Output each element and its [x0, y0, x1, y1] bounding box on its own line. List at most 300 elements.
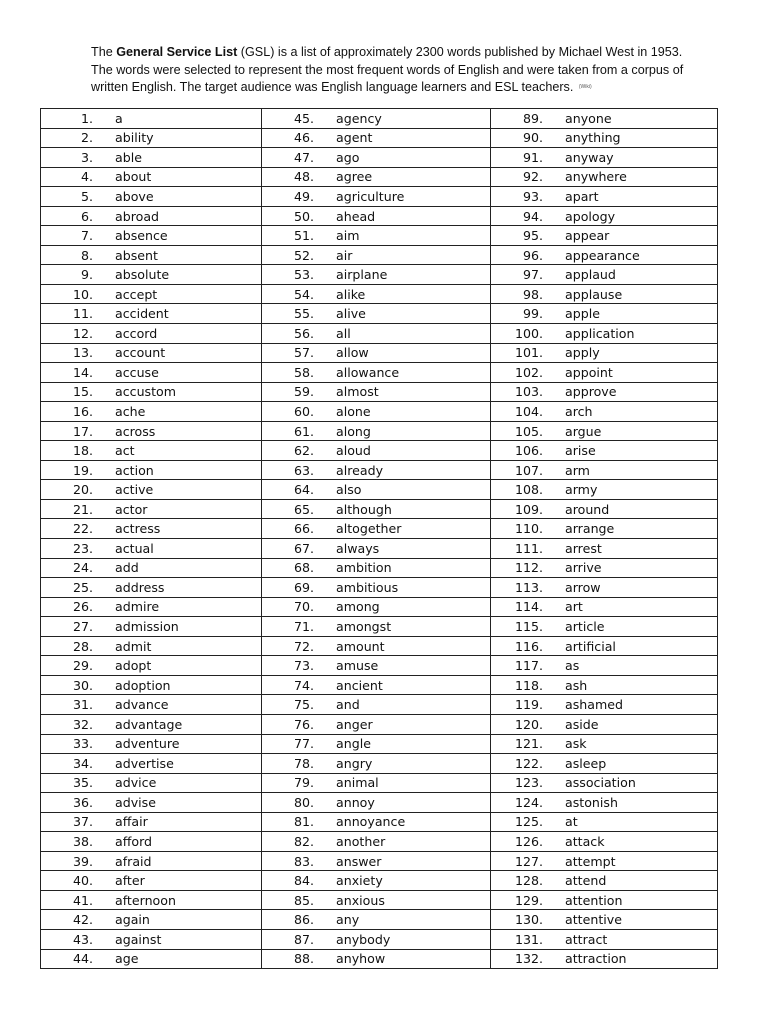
- word-number: 58.: [293, 364, 314, 380]
- word-entry: [262, 598, 490, 617]
- word-cell: [491, 245, 718, 265]
- word-entry: [262, 265, 490, 284]
- word-cell: [262, 284, 491, 304]
- word-text: apple: [565, 306, 600, 322]
- word-entry: [41, 207, 261, 226]
- word-number: 36.: [72, 794, 93, 810]
- word-entry: [262, 891, 490, 910]
- word-cell: [491, 929, 718, 949]
- word-text: apology: [565, 208, 616, 224]
- word-text: anybody: [336, 931, 391, 947]
- word-number: 60.: [293, 403, 314, 419]
- word-text: attend: [565, 873, 607, 889]
- word-number: 63.: [293, 462, 314, 478]
- word-cell: [41, 324, 262, 344]
- word-entry: [491, 207, 717, 226]
- table-row: [41, 265, 718, 285]
- word-number: 52.: [293, 247, 314, 263]
- word-number: 48.: [293, 169, 314, 185]
- word-number: 30.: [72, 677, 93, 693]
- table-row: [41, 578, 718, 598]
- word-cell: [491, 578, 718, 598]
- word-entry: [41, 480, 261, 499]
- word-number: 17.: [72, 423, 93, 439]
- word-text: alone: [336, 403, 371, 419]
- word-entry: [262, 871, 490, 890]
- word-number: 38.: [72, 834, 93, 849]
- word-cell: [491, 187, 718, 207]
- word-number: 35.: [72, 775, 93, 791]
- word-number: 42.: [72, 912, 93, 928]
- word-text: advise: [115, 794, 156, 810]
- word-cell: [262, 226, 491, 246]
- word-text: answer: [336, 853, 382, 869]
- word-number: 88.: [293, 951, 314, 967]
- word-entry: [41, 285, 261, 304]
- word-entry: [41, 930, 261, 949]
- table-row: [41, 656, 718, 676]
- word-cell: [41, 304, 262, 324]
- word-cell: [491, 343, 718, 363]
- word-text: altogether: [336, 521, 402, 537]
- word-number: 70.: [293, 599, 314, 615]
- word-text: almost: [336, 384, 379, 400]
- word-number: 57.: [293, 345, 314, 361]
- word-number: 5.: [80, 188, 93, 204]
- word-number: 81.: [293, 814, 314, 830]
- word-cell: [41, 597, 262, 617]
- word-text: attention: [565, 892, 623, 908]
- table-row: [41, 851, 718, 871]
- word-number: 115.: [514, 618, 543, 634]
- word-text: action: [115, 462, 154, 478]
- word-entry: [491, 519, 717, 538]
- word-text: amongst: [336, 618, 392, 634]
- word-cell: [491, 675, 718, 695]
- word-text: appear: [565, 228, 610, 244]
- word-entry: [491, 109, 717, 128]
- word-text: application: [565, 325, 635, 341]
- word-number: 55.: [293, 306, 314, 322]
- word-number: 33.: [72, 736, 93, 752]
- word-text: anyone: [565, 110, 612, 126]
- word-entry: [262, 304, 490, 323]
- word-cell: [41, 578, 262, 598]
- word-entry: [41, 265, 261, 284]
- word-number: 26.: [72, 599, 93, 615]
- word-entry: [41, 246, 261, 265]
- word-cell: [491, 324, 718, 344]
- word-text: angle: [336, 736, 371, 752]
- word-cell: [262, 128, 491, 148]
- word-cell: [262, 793, 491, 813]
- word-text: above: [115, 188, 154, 204]
- word-text: anxious: [336, 892, 385, 908]
- word-cell: [491, 128, 718, 148]
- word-entry: [41, 148, 261, 167]
- word-entry: [262, 363, 490, 382]
- table-row: [41, 910, 718, 930]
- word-text: airplane: [336, 267, 388, 283]
- word-entry: [491, 383, 717, 402]
- table-row: [41, 187, 718, 207]
- table-row: [41, 714, 718, 734]
- word-cell: [41, 851, 262, 871]
- word-entry: [491, 402, 717, 421]
- word-cell: [41, 343, 262, 363]
- word-number: 78.: [293, 755, 314, 771]
- word-cell: [41, 636, 262, 656]
- word-number: 74.: [293, 677, 314, 693]
- word-text: able: [115, 149, 142, 165]
- word-number: 132.: [514, 951, 543, 967]
- word-cell: [491, 597, 718, 617]
- word-cell: [41, 421, 262, 441]
- word-text: actual: [115, 540, 154, 556]
- word-number: 107.: [514, 462, 543, 478]
- word-number: 131.: [514, 931, 543, 947]
- word-entry: [491, 441, 717, 460]
- word-cell: [491, 636, 718, 656]
- word-entry: [262, 461, 490, 480]
- word-text: abroad: [115, 208, 160, 224]
- word-number: 87.: [293, 931, 314, 947]
- word-number: 22.: [72, 521, 93, 537]
- word-number: 92.: [522, 169, 543, 185]
- word-entry: [491, 735, 717, 754]
- word-text: approve: [565, 384, 617, 400]
- word-text: amuse: [336, 658, 379, 674]
- word-cell: [491, 851, 718, 871]
- table-row: [41, 109, 718, 129]
- word-number: 62.: [293, 443, 314, 459]
- word-cell: [262, 695, 491, 715]
- word-entry: [41, 891, 261, 910]
- word-text: ability: [115, 130, 154, 146]
- word-cell: [41, 460, 262, 480]
- word-cell: [491, 148, 718, 168]
- word-number: 96.: [522, 247, 543, 263]
- word-number: 15.: [72, 384, 93, 400]
- word-entry: [41, 774, 261, 793]
- word-text: attack: [565, 834, 605, 849]
- word-entry: [262, 539, 490, 558]
- word-entry: [262, 754, 490, 773]
- word-entry: [491, 344, 717, 363]
- word-entry: [262, 324, 490, 343]
- word-number: 20.: [72, 482, 93, 498]
- word-text: anyway: [565, 149, 614, 165]
- word-cell: [262, 187, 491, 207]
- word-text: although: [336, 501, 392, 517]
- table-row: [41, 793, 718, 813]
- word-text: admire: [115, 599, 160, 615]
- word-entry: [41, 402, 261, 421]
- table-row: [41, 519, 718, 539]
- word-cell: [491, 363, 718, 383]
- word-text: absent: [115, 247, 158, 263]
- word-number: 126.: [514, 834, 543, 849]
- word-text: active: [115, 482, 154, 498]
- word-entry: [262, 656, 490, 675]
- word-number: 99.: [522, 306, 543, 322]
- word-cell: [41, 539, 262, 559]
- word-entry: [262, 676, 490, 695]
- word-cell: [491, 284, 718, 304]
- word-cell: [41, 109, 262, 129]
- word-cell: [491, 714, 718, 734]
- word-entry: [262, 715, 490, 734]
- word-entry: [491, 539, 717, 558]
- word-cell: [262, 734, 491, 754]
- word-cell: [262, 441, 491, 461]
- word-entry: [262, 109, 490, 128]
- word-text: anger: [336, 716, 373, 732]
- intro-post: (GSL) is a list of approximately 2300 words published by Michael West in 1953. The words were selected to represent the most frequent words of English and were taken from a corpus of written English. The target audience was English language learners and ESL teachers.: [91, 45, 684, 95]
- word-text: ashamed: [565, 697, 623, 713]
- word-cell: [262, 812, 491, 832]
- word-entry: [41, 422, 261, 441]
- word-cell: [262, 890, 491, 910]
- word-number: 2.: [80, 130, 93, 146]
- word-cell: [262, 832, 491, 852]
- word-entry: [491, 617, 717, 636]
- word-entry: [41, 656, 261, 675]
- word-entry: [491, 813, 717, 832]
- word-text: accuse: [115, 364, 159, 380]
- word-number: 1.: [80, 110, 93, 126]
- table-row: [41, 382, 718, 402]
- word-cell: [491, 656, 718, 676]
- word-entry: [491, 754, 717, 773]
- word-cell: [262, 617, 491, 637]
- word-cell: [41, 617, 262, 637]
- word-entry: [41, 129, 261, 148]
- word-entry: [262, 480, 490, 499]
- word-entry: [41, 441, 261, 460]
- word-entry: [41, 539, 261, 558]
- word-entry: [262, 285, 490, 304]
- table-row: [41, 421, 718, 441]
- word-number: 106.: [514, 443, 543, 459]
- word-number: 13.: [72, 345, 93, 361]
- table-row: [41, 460, 718, 480]
- word-number: 123.: [514, 775, 543, 791]
- word-cell: [262, 382, 491, 402]
- word-cell: [491, 695, 718, 715]
- word-text: attempt: [565, 853, 616, 869]
- word-entry: [262, 226, 490, 245]
- word-cell: [491, 226, 718, 246]
- word-number: 53.: [293, 267, 314, 283]
- word-cell: [41, 167, 262, 187]
- word-entry: [491, 695, 717, 714]
- word-cell: [41, 929, 262, 949]
- word-number: 73.: [293, 658, 314, 674]
- word-text: as: [565, 658, 580, 674]
- word-number: 40.: [72, 873, 93, 889]
- word-cell: [41, 558, 262, 578]
- word-text: artificial: [565, 638, 616, 654]
- word-text: all: [336, 325, 351, 341]
- word-text: ago: [336, 149, 360, 165]
- table-row: [41, 832, 718, 852]
- table-row: [41, 754, 718, 774]
- word-number: 31.: [72, 697, 93, 713]
- word-number: 7.: [80, 228, 93, 244]
- table-row: [41, 148, 718, 168]
- word-number: 10.: [72, 286, 93, 302]
- word-cell: [41, 206, 262, 226]
- word-cell: [262, 656, 491, 676]
- word-entry: [41, 910, 261, 929]
- word-number: 121.: [514, 736, 543, 752]
- word-cell: [41, 910, 262, 930]
- word-cell: [262, 929, 491, 949]
- word-number: 95.: [522, 228, 543, 244]
- word-text: advice: [115, 775, 157, 791]
- table-row: [41, 284, 718, 304]
- word-text: alike: [336, 286, 366, 302]
- word-text: at: [565, 814, 578, 830]
- word-text: ash: [565, 677, 588, 693]
- word-number: 128.: [514, 873, 543, 889]
- word-number: 111.: [514, 540, 543, 556]
- word-text: asleep: [565, 755, 607, 771]
- word-cell: [491, 910, 718, 930]
- word-entry: [41, 187, 261, 206]
- table-row: [41, 206, 718, 226]
- word-cell: [262, 206, 491, 226]
- word-entry: [262, 813, 490, 832]
- table-row: [41, 363, 718, 383]
- word-entry: [41, 383, 261, 402]
- table-row: [41, 675, 718, 695]
- word-text: accident: [115, 306, 169, 322]
- word-text: arrive: [565, 560, 602, 576]
- word-number: 56.: [293, 325, 314, 341]
- word-number: 46.: [293, 130, 314, 146]
- word-text: about: [115, 169, 152, 185]
- word-text: anxiety: [336, 873, 383, 889]
- word-cell: [491, 167, 718, 187]
- table-row: [41, 539, 718, 559]
- word-number: 44.: [72, 951, 93, 967]
- word-entry: [262, 500, 490, 519]
- word-number: 105.: [514, 423, 543, 439]
- word-cell: [491, 558, 718, 578]
- word-text: along: [336, 423, 371, 439]
- word-text: allow: [336, 345, 369, 361]
- word-number: 93.: [522, 188, 543, 204]
- word-entry: [41, 578, 261, 597]
- word-cell: [491, 871, 718, 891]
- word-number: 71.: [293, 618, 314, 634]
- table-row: [41, 558, 718, 578]
- word-cell: [491, 382, 718, 402]
- word-text: against: [115, 931, 162, 947]
- word-cell: [262, 109, 491, 129]
- word-text: association: [565, 775, 636, 791]
- word-number: 68.: [293, 560, 314, 576]
- table-row: [41, 245, 718, 265]
- word-entry: [41, 461, 261, 480]
- word-text: another: [336, 834, 386, 849]
- word-entry: [262, 344, 490, 363]
- word-number: 100.: [514, 325, 543, 341]
- word-text: attraction: [565, 951, 627, 967]
- word-cell: [491, 734, 718, 754]
- word-text: around: [565, 501, 610, 517]
- word-entry: [491, 500, 717, 519]
- word-text: and: [336, 697, 360, 713]
- word-entry: [491, 129, 717, 148]
- word-entry: [262, 148, 490, 167]
- table-row: [41, 402, 718, 422]
- word-cell: [491, 460, 718, 480]
- table-row: [41, 597, 718, 617]
- word-text: age: [115, 951, 139, 967]
- table-row: [41, 499, 718, 519]
- word-entry: [491, 852, 717, 871]
- word-cell: [41, 793, 262, 813]
- word-cell: [262, 578, 491, 598]
- word-number: 28.: [72, 638, 93, 654]
- word-entry: [41, 832, 261, 851]
- word-number: 25.: [72, 579, 93, 595]
- word-cell: [491, 206, 718, 226]
- word-text: animal: [336, 775, 379, 791]
- word-entry: [262, 852, 490, 871]
- word-number: 130.: [514, 912, 543, 928]
- word-text: appearance: [565, 247, 640, 263]
- word-number: 34.: [72, 755, 93, 771]
- word-cell: [491, 519, 718, 539]
- word-cell: [41, 284, 262, 304]
- word-number: 116.: [514, 638, 543, 654]
- word-entry: [41, 304, 261, 323]
- word-cell: [41, 656, 262, 676]
- word-text: army: [565, 482, 598, 498]
- word-entry: [262, 793, 490, 812]
- word-cell: [491, 832, 718, 852]
- word-text: attentive: [565, 912, 622, 928]
- word-text: actor: [115, 501, 148, 517]
- word-text: ache: [115, 403, 146, 419]
- word-number: 80.: [293, 794, 314, 810]
- table-row: [41, 480, 718, 500]
- word-text: actress: [115, 521, 161, 537]
- word-cell: [262, 871, 491, 891]
- word-entry: [41, 793, 261, 812]
- word-entry: [41, 735, 261, 754]
- word-text: ambitious: [336, 579, 399, 595]
- word-text: appoint: [565, 364, 613, 380]
- word-entry: [262, 519, 490, 538]
- word-entry: [41, 559, 261, 578]
- word-entry: [41, 852, 261, 871]
- word-entry: [41, 617, 261, 636]
- table-row: [41, 167, 718, 187]
- table-row: [41, 128, 718, 148]
- word-cell: [491, 499, 718, 519]
- word-entry: [41, 754, 261, 773]
- word-entry: [262, 441, 490, 460]
- word-cell: [41, 148, 262, 168]
- word-cell: [41, 382, 262, 402]
- word-cell: [262, 167, 491, 187]
- word-number: 84.: [293, 873, 314, 889]
